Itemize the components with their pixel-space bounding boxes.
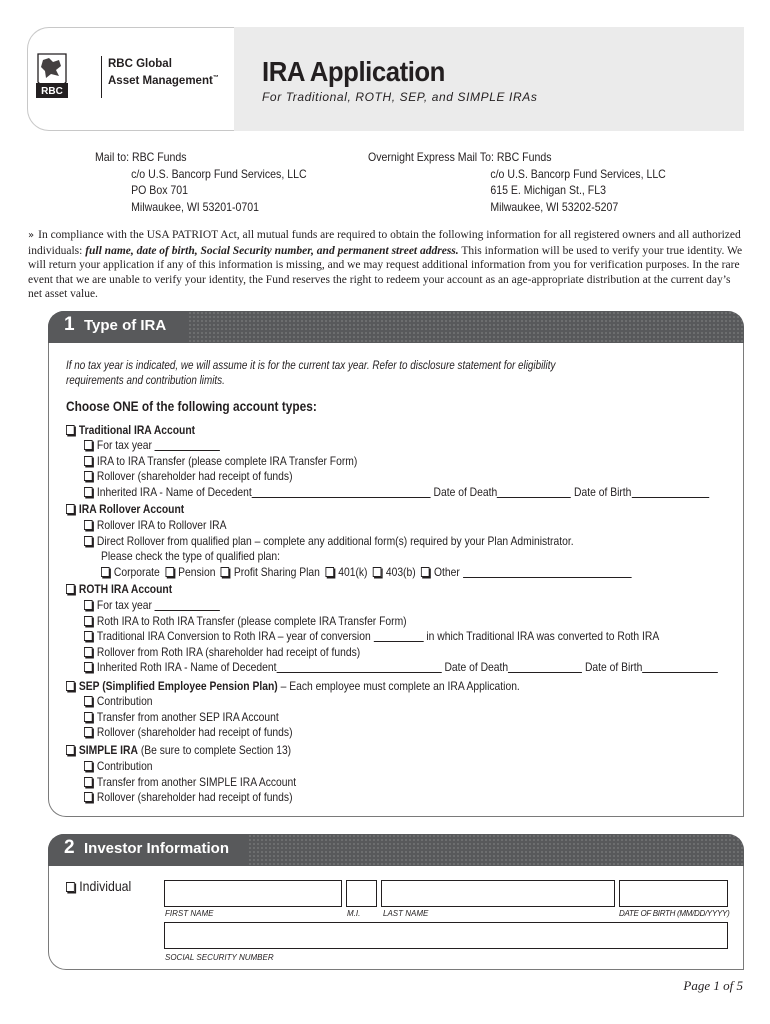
- option-label: For tax year: [96, 438, 152, 452]
- checkbox[interactable]: [84, 600, 93, 610]
- option-label: Rollover (shareholder had receipt of funds): [96, 790, 293, 804]
- option-simple-contribution[interactable]: [84, 759, 153, 774]
- checkbox[interactable]: [66, 745, 75, 755]
- option-simple-rollover[interactable]: [84, 790, 293, 805]
- checkbox[interactable]: [84, 487, 93, 497]
- option-ira-rollover[interactable]: [66, 502, 184, 517]
- option-trad-inherited[interactable]: [84, 485, 709, 500]
- date-of-birth-input[interactable]: [619, 880, 728, 907]
- plan-type-instruction: Please check the type of qualified plan:: [101, 549, 281, 563]
- checkbox[interactable]: [66, 504, 75, 514]
- plan-corporate-label: Corporate: [113, 565, 160, 579]
- mail-line: PO Box 701: [131, 183, 189, 197]
- option-roth-inherited[interactable]: [84, 660, 718, 675]
- brand-line-2: Asset Management: [108, 74, 213, 87]
- option-simple-ira[interactable]: [66, 743, 291, 758]
- plan-profit-label: Profit Sharing Plan: [233, 565, 320, 579]
- date-of-birth-label: Date of Birth: [584, 660, 643, 674]
- trademark: ™: [212, 75, 219, 81]
- checkbox[interactable]: [84, 471, 93, 481]
- checkbox[interactable]: [84, 456, 93, 466]
- checkbox-pension[interactable]: [165, 567, 174, 577]
- option-traditional-ira[interactable]: [66, 423, 195, 438]
- last-name-label: LAST NAME: [383, 909, 429, 918]
- ssn-input[interactable]: [164, 922, 728, 949]
- option-label: Inherited IRA - Name of Decedent: [96, 485, 252, 499]
- option-label: Contribution: [96, 694, 153, 708]
- date-of-death-label: Date of Death: [433, 485, 498, 499]
- plan-401k-label: 401(k): [338, 565, 368, 579]
- tax-year-field[interactable]: [155, 440, 220, 451]
- last-name-input[interactable]: [381, 880, 615, 907]
- mail-line: Milwaukee, WI 53201-0701: [131, 199, 260, 214]
- date-of-death-field[interactable]: [508, 662, 582, 673]
- mail-line: RBC Funds: [131, 150, 187, 164]
- section-2-header: [48, 834, 744, 866]
- brand-line-1: RBC Global: [108, 58, 172, 70]
- logo-divider: [101, 56, 102, 98]
- option-label: ROTH IRA Account: [78, 582, 173, 596]
- option-sep-rollover[interactable]: [84, 725, 293, 740]
- checkbox[interactable]: [84, 662, 93, 672]
- overnight-line: c/o U.S. Bancorp Fund Services, LLC: [490, 166, 666, 181]
- notice-text: In compliance with the USA PATRIOT Act, all mutual funds are required to obtain the following information for all registered owners and all authorized individuals:: [28, 229, 741, 257]
- checkbox[interactable]: [84, 536, 93, 546]
- checkbox[interactable]: [84, 761, 93, 771]
- option-label: Traditional IRA Conversion to Roth IRA – year of conversion: [96, 629, 371, 643]
- overnight-address: [368, 149, 666, 215]
- option-sep-contribution[interactable]: [84, 694, 153, 709]
- checkbox[interactable]: [84, 520, 93, 530]
- chevron-right-icon: »: [28, 230, 35, 241]
- section-1-intro: If no tax year is indicated, we will assume it is for the current tax year. Refer to disclosure statement for eligibility requirements and contribution limits.: [66, 360, 556, 387]
- checkbox-other[interactable]: [421, 567, 430, 577]
- option-roth-rollover[interactable]: [84, 645, 360, 660]
- option-individual[interactable]: [66, 878, 131, 894]
- checkbox[interactable]: [66, 425, 75, 435]
- checkbox-profit-sharing[interactable]: [221, 567, 230, 577]
- overnight-line: Milwaukee, WI 53202-5207: [490, 199, 619, 214]
- checkbox[interactable]: [84, 616, 93, 626]
- option-label: Transfer from another SEP IRA Account: [96, 710, 279, 724]
- checkbox[interactable]: [84, 727, 93, 737]
- option-label: Rollover (shareholder had receipt of funds): [96, 469, 293, 483]
- checkbox[interactable]: [66, 584, 75, 594]
- patriot-act-notice: [28, 228, 744, 302]
- checkbox[interactable]: [84, 631, 93, 641]
- rbc-lion-logo-icon: [34, 52, 70, 100]
- option-label: in which Traditional IRA was converted to Roth IRA: [426, 629, 660, 643]
- option-roth-tax-year[interactable]: [84, 598, 220, 613]
- decedent-name-field[interactable]: [252, 487, 431, 498]
- overnight-line: RBC Funds: [496, 150, 552, 164]
- option-trad-transfer[interactable]: [84, 454, 357, 469]
- plan-pension-label: Pension: [178, 565, 216, 579]
- section-number: 1: [64, 314, 75, 335]
- option-label: Contribution: [96, 759, 153, 773]
- mail-label: Mail to:: [95, 150, 130, 164]
- option-simple-transfer[interactable]: [84, 775, 296, 790]
- section-title: Type of IRA: [84, 317, 167, 334]
- option-label: IRA to IRA Transfer (please complete IRA Transfer Form): [96, 454, 358, 468]
- option-direct-rollover[interactable]: [84, 534, 574, 549]
- dob-label: DATE OF BIRTH (MM/DD/YYYY): [619, 909, 730, 918]
- page-title: IRA Application: [262, 56, 445, 87]
- checkbox[interactable]: [84, 647, 93, 657]
- checkbox[interactable]: [84, 792, 93, 802]
- date-of-death-label: Date of Death: [444, 660, 509, 674]
- middle-initial-input[interactable]: [346, 880, 377, 907]
- option-roth-ira[interactable]: [66, 582, 172, 597]
- option-rollover-to-rollover[interactable]: [84, 518, 227, 533]
- option-label: Roth IRA to Roth IRA Transfer (please complete IRA Transfer Form): [96, 614, 407, 628]
- option-label: Inherited Roth IRA - Name of Decedent: [96, 660, 277, 674]
- date-of-birth-field[interactable]: [631, 487, 708, 498]
- option-label: Transfer from another SIMPLE IRA Account: [96, 775, 297, 789]
- page-subtitle: For Traditional, ROTH, SEP, and SIMPLE IRAs: [262, 90, 538, 104]
- checkbox[interactable]: [84, 696, 93, 706]
- option-label: IRA Rollover Account: [78, 502, 185, 516]
- option-label: Rollover (shareholder had receipt of funds): [96, 725, 293, 739]
- option-trad-tax-year[interactable]: [84, 438, 220, 453]
- notice-required-fields: full name, date of birth, Social Security number, and permanent street address.: [85, 244, 459, 257]
- option-sep[interactable]: [66, 679, 520, 694]
- option-label: Rollover from Roth IRA (shareholder had receipt of funds): [96, 645, 361, 659]
- option-label: Traditional IRA Account: [78, 423, 196, 437]
- checkbox-corporate[interactable]: [101, 567, 110, 577]
- first-name-input[interactable]: [164, 880, 342, 907]
- date-of-birth-field[interactable]: [642, 662, 718, 673]
- notice-text: This information will be used to verify your true identity. We will return your application if any of this information is missing, and we may request additional information from you for verification purposes. In the rare event that we are unable to verify your identity, the Fund reserves the right to redeem your account as an age-appropriate distribution at the current day’s net asset value.: [28, 244, 743, 301]
- decedent-name-field[interactable]: [276, 662, 441, 673]
- checkbox[interactable]: [84, 712, 93, 722]
- checkbox-403b[interactable]: [373, 567, 382, 577]
- choose-heading: Choose ONE of the following account types:: [66, 399, 317, 414]
- checkbox-401k[interactable]: [325, 567, 334, 577]
- date-of-birth-label: Date of Birth: [574, 485, 632, 499]
- option-trad-rollover[interactable]: [84, 469, 293, 484]
- option-label: For tax year: [96, 598, 152, 612]
- option-roth-conversion[interactable]: [84, 629, 659, 644]
- option-sep-transfer[interactable]: [84, 710, 279, 725]
- option-label: SIMPLE IRA: [78, 743, 138, 757]
- checkbox[interactable]: [84, 777, 93, 787]
- first-name-label: FIRST NAME: [165, 909, 214, 918]
- mi-label: M.I.: [347, 909, 361, 918]
- other-plan-field[interactable]: [463, 567, 632, 578]
- section-title: Investor Information: [84, 840, 230, 857]
- mail-line: c/o U.S. Bancorp Fund Services, LLC: [131, 166, 307, 181]
- plan-type-options: [101, 565, 631, 580]
- overnight-label: Overnight Express Mail To:: [368, 150, 494, 164]
- checkbox[interactable]: [66, 681, 75, 691]
- checkbox[interactable]: [66, 882, 75, 892]
- section-number: 2: [64, 837, 75, 858]
- option-roth-transfer[interactable]: [84, 614, 407, 629]
- sep-note: – Each employee must complete an IRA Application.: [280, 679, 520, 693]
- checkbox[interactable]: [84, 440, 93, 450]
- simple-note: (Be sure to complete Section 13): [140, 743, 292, 757]
- plan-other-label: Other: [434, 565, 460, 579]
- option-label: Direct Rollover from qualified plan – complete any additional form(s) required by your Plan Administrator.: [96, 534, 574, 548]
- plan-403b-label: 403(b): [385, 565, 416, 579]
- logo-text: RBC: [41, 86, 63, 97]
- ssn-label: SOCIAL SECURITY NUMBER: [165, 953, 274, 962]
- option-label: SEP (Simplified Employee Pension Plan): [78, 679, 278, 693]
- page-number: Page 1 of 5: [683, 978, 743, 993]
- option-label: Individual: [79, 878, 132, 894]
- overnight-line: 615 E. Michigan St., FL3: [490, 183, 606, 197]
- tax-year-field[interactable]: [155, 600, 220, 611]
- brand-name: [108, 57, 219, 88]
- conversion-year-field[interactable]: [374, 631, 424, 642]
- date-of-death-field[interactable]: [497, 487, 571, 498]
- section-1-header: [48, 311, 744, 343]
- mail-address: [95, 149, 307, 215]
- option-label: Rollover IRA to Rollover IRA: [96, 518, 227, 532]
